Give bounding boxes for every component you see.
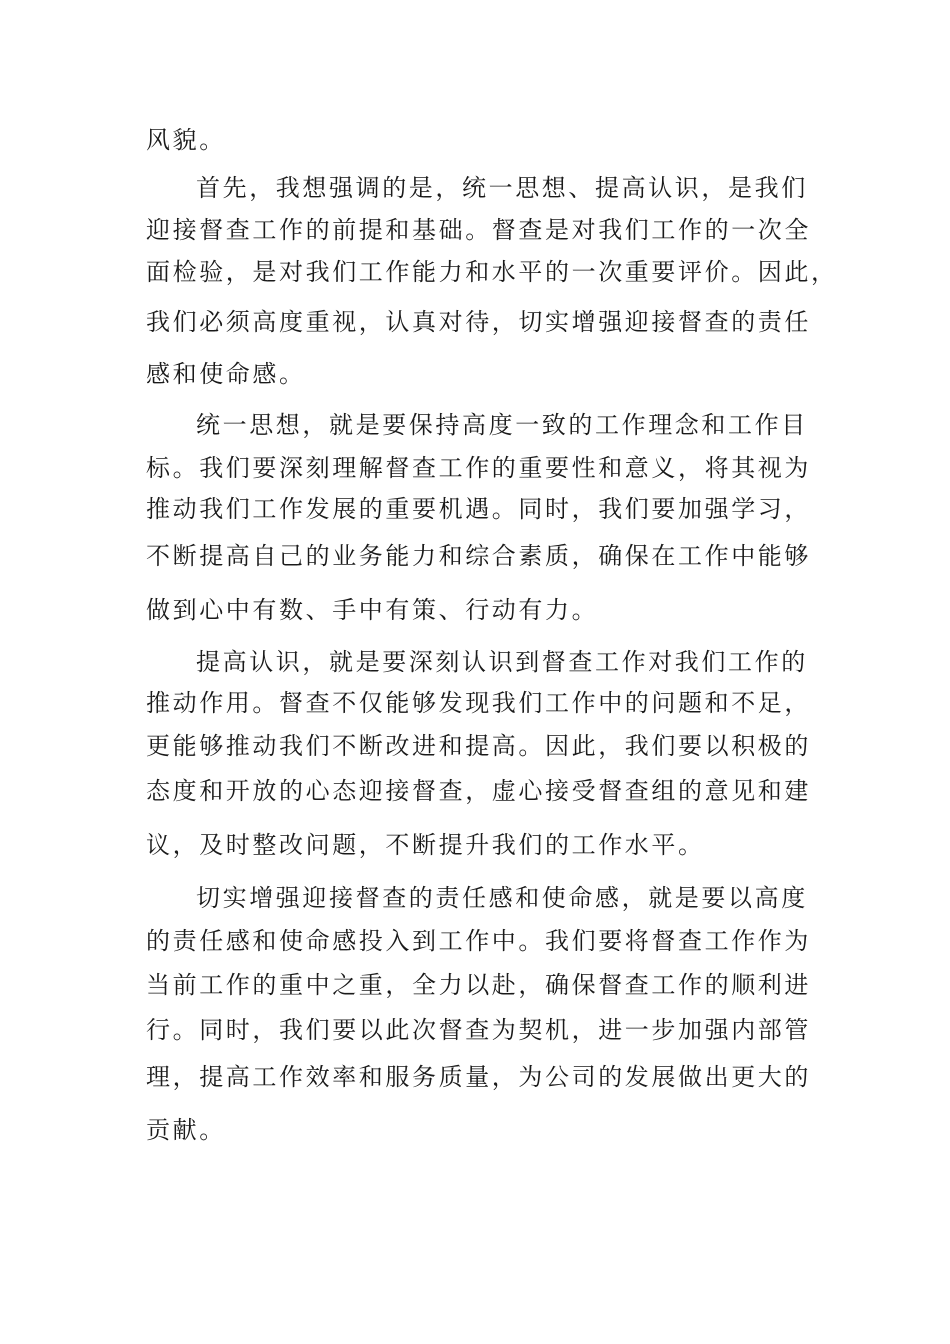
text-line: 更能够推动我们不断改进和提高。因此，我们要以积极的 [146, 732, 811, 760]
text-line: 议，及时整改问题，不断提升我们的工作水平。 [146, 831, 705, 859]
text-line: 理，提高工作效率和服务质量，为公司的发展做出更大的 [146, 1063, 811, 1091]
paragraph-first-line: 首先，我想强调的是，统一思想、提高认识，是我们 [196, 174, 808, 202]
text-line: 做到心中有数、手中有策、行动有力。 [146, 596, 599, 624]
text-line: 迎接督查工作的前提和基础。督查是对我们工作的一次全 [146, 216, 811, 244]
text-line: 态度和开放的心态迎接督查，虚心接受督查组的意见和建 [146, 777, 811, 805]
text-line: 推动我们工作发展的重要机遇。同时，我们要加强学习， [146, 495, 811, 523]
text-line: 标。我们要深刻理解督查工作的重要性和意义，将其视为 [146, 454, 811, 482]
paragraph-first-line: 切实增强迎接督查的责任感和使命感，就是要以高度 [196, 884, 808, 912]
text-line: 风貌。 [146, 126, 226, 154]
paragraph-first-line: 统一思想，就是要保持高度一致的工作理念和工作目 [196, 411, 808, 439]
text-line: 我们必须高度重视，认真对待，切实增强迎接督查的责任 [146, 308, 811, 336]
text-line: 推动作用。督查不仅能够发现我们工作中的问题和不足， [146, 689, 811, 717]
text-line: 的责任感和使命感投入到工作中。我们要将督查工作作为 [146, 927, 811, 955]
text-line: 当前工作的重中之重，全力以赴，确保督查工作的顺利进 [146, 971, 811, 999]
text-line: 不断提高自己的业务能力和综合素质，确保在工作中能够 [146, 542, 811, 570]
text-line: 感和使命感。 [146, 360, 306, 388]
text-line: 行。同时，我们要以此次督查为契机，进一步加强内部管 [146, 1016, 811, 1044]
paragraph-first-line: 提高认识，就是要深刻认识到督查工作对我们工作的 [196, 648, 808, 676]
text-line: 贡献。 [146, 1116, 226, 1144]
text-line: 面检验，是对我们工作能力和水平的一次重要评价。因此， [146, 258, 838, 286]
